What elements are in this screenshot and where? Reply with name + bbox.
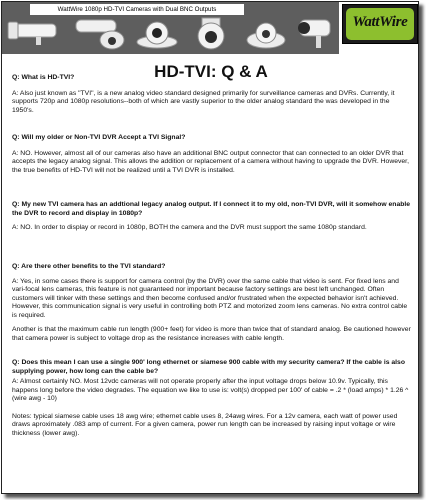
ptz-camera-icon	[188, 16, 234, 52]
question-3: Q: My new TVI camera has an addtional legacy analog output. If I connect it to my old, non-TVI DVR, will it somehow enable the DVR to record and display in 1080p?	[12, 201, 411, 217]
logo-text: WattWire	[352, 14, 408, 30]
answer-2: A: NO. However, almost all of our cameras also have an additional BNC output connector that can connected to an older DVR that accepts the legacy analog signal. This allows the addition or replacement of a camera without having to upgrade the DVR. However, the true benefits of HD-TVI will not be realized until a TVI DVR is installed.	[12, 149, 409, 174]
question-2: Q: Will my older or Non-TVI DVR Accept a TVI Signal?	[12, 134, 186, 141]
qa-item-1	[12, 74, 412, 115]
banner-caption: WattWire 1080p HD-TVI Cameras with Dual BNC Outputs	[30, 4, 244, 15]
answer-1: A: Also just known as "TVI", is a new analog video standard designed primarily for surveillance cameras and DVRs. Currently, it supports 720p and 1080p resolutions--both of which are vastly superior to the older analog standard the was developed in the 1950's.	[12, 89, 395, 114]
question-5: Q: Does this mean I can use a single 900' long ethernet or siamese 900 cable with my security camera? If the cable is also supplying power, how long can the cable be?	[12, 359, 405, 375]
bullet-camera-icon	[6, 18, 60, 48]
qa-item-5	[12, 359, 412, 438]
product-banner	[2, 2, 339, 54]
qa-item-2	[12, 134, 412, 175]
qa-item-3	[12, 201, 412, 233]
wattwire-logo	[342, 4, 418, 44]
question-1: Q: What is HD-TVI?	[12, 74, 75, 81]
qa-item-4	[12, 263, 412, 343]
bullet-camera-2-icon	[292, 16, 336, 52]
answer-3: A: NO. In order to display or record in 1080p, BOTH the camera and the DVR must support the same 1080p standard.	[12, 224, 367, 231]
answer-4-note: Another is that the maximum cable run length (900+ feet) for video is more than twice that of standard analog. Be cautioned however that camera power is subject to voltage drop as the resistance increases with cable length.	[12, 326, 411, 342]
document-page	[1, 1, 419, 494]
answer-4: A: Yes, in some cases there is support for camera control (by the DVR) over the same cable that video is sent. For fixed lens and vari-focal lens cameras, this feature is not guaranteed nor important because factory settings are best left unchanged. Often customers will tinker with these settings and then become confused and/or frustrated when the expected behavior isn't achieved. However, this communication signal is very useful in controlling both PTZ and motorized zoom lens cameras. No extra control cable is required.	[12, 277, 408, 319]
page-title: HD-TVI: Q & A	[154, 62, 268, 81]
turret-camera-icon	[134, 18, 180, 50]
answer-5-note: Notes: typical siamese cable uses 18 awg wire; ethernet cable uses 8, 24awg wires. For a 12v camera, each watt of power used draws aproximately .083 amp of current. For a given camera, power run length can be increased by raising input voltage or wire thickness (lower awg).	[12, 412, 398, 437]
question-4: Q: Are there other benefits to the TVI standard?	[12, 263, 166, 270]
dome-camera-2-icon	[244, 18, 288, 50]
answer-5: A: Almost certainly NO. Most 12vdc cameras will not operate properly after the input voltage drops below 10.9v. Typically, this happens long before the video degrades. The equation we like to use is: volt(s) dropped per 100' of cable = .2 * (load amps) * 1.26 ^ (wire awg - 10)	[12, 378, 409, 402]
dome-camera-icon	[72, 16, 128, 52]
